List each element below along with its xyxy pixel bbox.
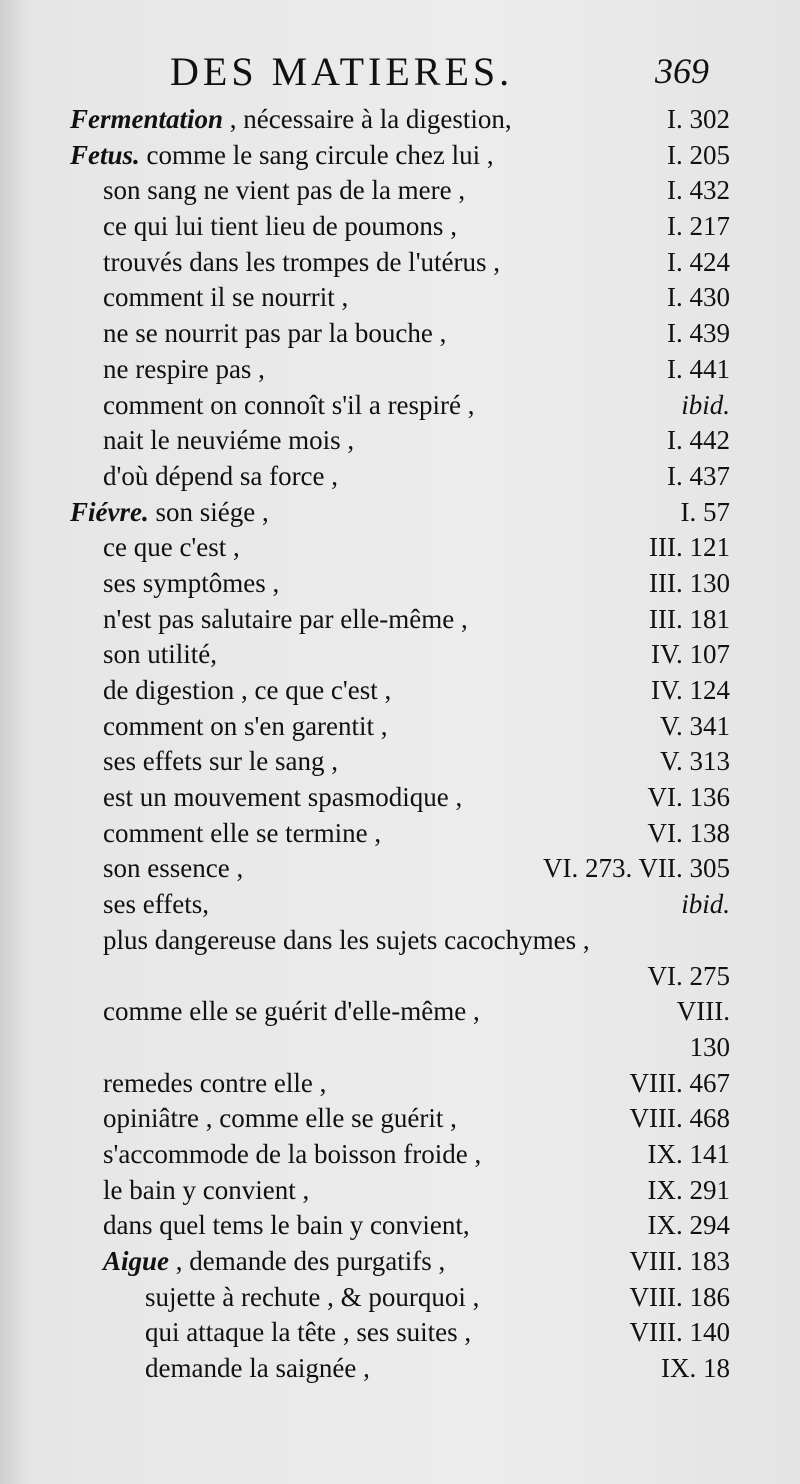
entry-text: [103, 851, 243, 887]
entry-description: , nécessaire à la digestion,: [223, 104, 512, 134]
index-entry: [0, 816, 800, 852]
index-entry: [0, 673, 800, 709]
index-entry: [0, 245, 800, 281]
entry-reference: V. 341: [659, 710, 730, 741]
index-entry: [0, 780, 800, 816]
index-entry: [0, 637, 800, 673]
entry-description: n'est pas salutaire par elle-même ,: [103, 603, 468, 634]
entry-reference: VI. 136: [647, 782, 730, 813]
entry-description: son sang ne vient pas de la mere ,: [103, 175, 466, 206]
entry-text: [70, 138, 494, 174]
entry-text: [103, 280, 348, 316]
entry-description: nait le neuviéme mois ,: [103, 425, 355, 456]
entry-description: s'accommode de la boisson froide ,: [103, 1138, 482, 1169]
entry-reference: I. 432: [667, 175, 730, 206]
entry-text: [103, 1137, 481, 1173]
entry-text: [145, 1351, 370, 1387]
index-entry: [0, 530, 800, 566]
entry-text: [103, 352, 265, 388]
entry-reference: IX. 141: [647, 1138, 730, 1169]
entry-reference: VIII. 140: [629, 1317, 730, 1348]
index-entry: [0, 709, 800, 745]
entry-reference: VI. 138: [647, 817, 730, 848]
entry-reference: IV. 107: [650, 639, 730, 670]
entry-description: plus dangereuse dans les sujets cacochymes ,: [103, 924, 590, 955]
entry-text: [145, 1315, 471, 1351]
index-entry: [0, 173, 800, 209]
entry-description: opiniâtre , comme elle se guérit ,: [103, 1103, 457, 1134]
index-entry: [0, 923, 800, 959]
index-entry: [0, 887, 800, 923]
entry-reference: IV. 124: [650, 675, 730, 705]
entry-reference: I. 439: [667, 318, 730, 349]
entry-text: [103, 173, 465, 209]
entry-reference: III. 121: [649, 532, 730, 563]
entry-description: comme le sang circule chez lui ,: [139, 139, 494, 170]
index-entry: [0, 388, 800, 424]
index-entry: [0, 209, 800, 245]
entry-heading: Fermentation: [70, 104, 224, 134]
entry-text: [103, 887, 209, 923]
entry-description: dans quel tems le bain y convient,: [103, 1210, 470, 1241]
entry-description: de digestion , ce que c'est ,: [103, 675, 392, 705]
index-entry: [0, 1066, 800, 1102]
index-entry: [0, 602, 800, 638]
entry-description: ses effets sur le sang ,: [103, 746, 338, 777]
entry-reference: I. 430: [667, 282, 730, 313]
index-entry: [0, 1280, 800, 1316]
entry-text: [103, 637, 217, 673]
index-entry: [0, 316, 800, 352]
index-entry: [0, 102, 800, 138]
entry-description: trouvés dans les trompes de l'utérus ,: [103, 246, 501, 277]
index-entry: [0, 1208, 800, 1244]
entry-description: ses effets,: [103, 889, 209, 920]
entry-text: [103, 709, 388, 745]
entry-description: son essence ,: [103, 853, 244, 884]
index-entry: [0, 851, 800, 887]
entry-description: comme elle se guérit d'elle-même ,: [103, 996, 480, 1027]
entry-reference: III. 130: [649, 567, 730, 598]
entry-description: son siége ,: [148, 496, 269, 527]
entry-reference: VI. 275: [647, 960, 730, 991]
entry-reference: VIII. 186: [629, 1281, 730, 1312]
entry-reference: I. 441: [667, 353, 730, 384]
entry-text: [103, 744, 338, 780]
entry-reference: III. 181: [649, 603, 730, 634]
entry-description: comment il se nourrit ,: [103, 282, 349, 313]
entry-reference: ibid.: [681, 389, 730, 420]
entry-text: [103, 816, 381, 852]
entry-description: ne respire pas ,: [103, 353, 265, 384]
entry-description: ce qui lui tient lieu de poumons ,: [103, 211, 457, 242]
entry-text: [103, 1244, 445, 1280]
entry-reference: I. 442: [667, 425, 730, 456]
entry-reference: IX. 294: [647, 1210, 730, 1241]
entry-description: , demande des purgatifs ,: [169, 1246, 446, 1276]
entry-text: [103, 459, 338, 495]
entry-text: [103, 602, 468, 638]
page-title: DES MATIERES.: [170, 49, 514, 94]
entry-text: [103, 780, 462, 816]
entry-reference: I. 424: [667, 246, 730, 277]
entry-text: [103, 423, 354, 459]
entry-reference: I. 302: [667, 104, 730, 134]
entry-text: [145, 1280, 479, 1316]
entry-reference: IX. 18: [661, 1353, 730, 1384]
entry-reference: I. 217: [667, 211, 730, 242]
entry-reference: V. 313: [659, 746, 730, 777]
entry-description: remedes contre elle ,: [103, 1067, 327, 1098]
entry-description: ses symptômes ,: [103, 567, 280, 598]
entry-reference: I. 437: [667, 460, 730, 491]
entry-reference: VIII. 468: [629, 1103, 730, 1134]
index-entry: [0, 423, 800, 459]
entry-text: [103, 1173, 309, 1209]
entry-text: [103, 1208, 470, 1244]
entry-text: [103, 994, 480, 1030]
entry-heading: Aigue: [103, 1246, 170, 1276]
entry-text: [70, 495, 269, 531]
entry-reference: VIII. 183: [629, 1246, 730, 1276]
entry-description: d'où dépend sa force ,: [103, 460, 339, 491]
entry-text: [103, 530, 240, 566]
entry-heading: Fiévre.: [70, 496, 149, 527]
entry-description: comment on connoît s'il a respiré ,: [103, 389, 475, 420]
index-entry: [0, 138, 800, 174]
index-entry: [0, 1315, 800, 1351]
index-entry: [0, 566, 800, 602]
entry-heading: Fetus.: [70, 139, 140, 170]
index-entries: [0, 102, 800, 1387]
entry-reference: VIII.: [676, 996, 730, 1027]
index-entry: [0, 744, 800, 780]
index-entry: [0, 1244, 800, 1280]
index-entry: [0, 994, 800, 1030]
entry-description: demande la saignée ,: [145, 1353, 370, 1384]
index-entry: [0, 1030, 800, 1066]
entry-text: [103, 316, 446, 352]
index-entry: [0, 459, 800, 495]
entry-description: son utilité,: [103, 639, 217, 670]
index-entry: [0, 1101, 800, 1137]
index-entry: [0, 1173, 800, 1209]
entry-description: comment on s'en garentit ,: [103, 710, 388, 741]
entry-reference: 130: [689, 1031, 730, 1062]
entry-description: est un mouvement spasmodique ,: [103, 782, 463, 813]
entry-reference: IX. 291: [647, 1174, 730, 1205]
entry-description: sujette à rechute , & pourquoi ,: [145, 1281, 480, 1312]
entry-reference: VI. 273. VII. 305: [543, 853, 730, 884]
entry-text: [103, 388, 475, 424]
index-entry: [0, 280, 800, 316]
entry-text: [70, 102, 512, 138]
index-entry: [0, 1137, 800, 1173]
index-entry: [0, 352, 800, 388]
entry-reference: I. 57: [680, 496, 730, 527]
entry-text: [103, 673, 391, 709]
page-number: 369: [655, 51, 709, 91]
entry-text: [103, 923, 590, 959]
entry-text: [103, 1101, 457, 1137]
entry-reference: I. 205: [667, 139, 730, 170]
entry-description: le bain y convient ,: [103, 1174, 310, 1205]
index-entry: [0, 1351, 800, 1387]
entry-description: qui attaque la tête , ses suites ,: [145, 1317, 472, 1348]
index-entry: [0, 495, 800, 531]
entry-reference: ibid.: [681, 889, 730, 920]
entry-description: ce que c'est ,: [103, 532, 240, 563]
entry-text: [103, 566, 279, 602]
entry-text: [103, 245, 500, 281]
entry-description: ne se nourrit pas par la bouche ,: [103, 318, 447, 349]
page-header: [0, 48, 800, 104]
entry-text: [103, 1066, 326, 1102]
entry-description: comment elle se termine ,: [103, 817, 382, 848]
entry-text: [103, 209, 457, 245]
index-entry: [0, 959, 800, 995]
entry-reference: VIII. 467: [629, 1067, 730, 1098]
